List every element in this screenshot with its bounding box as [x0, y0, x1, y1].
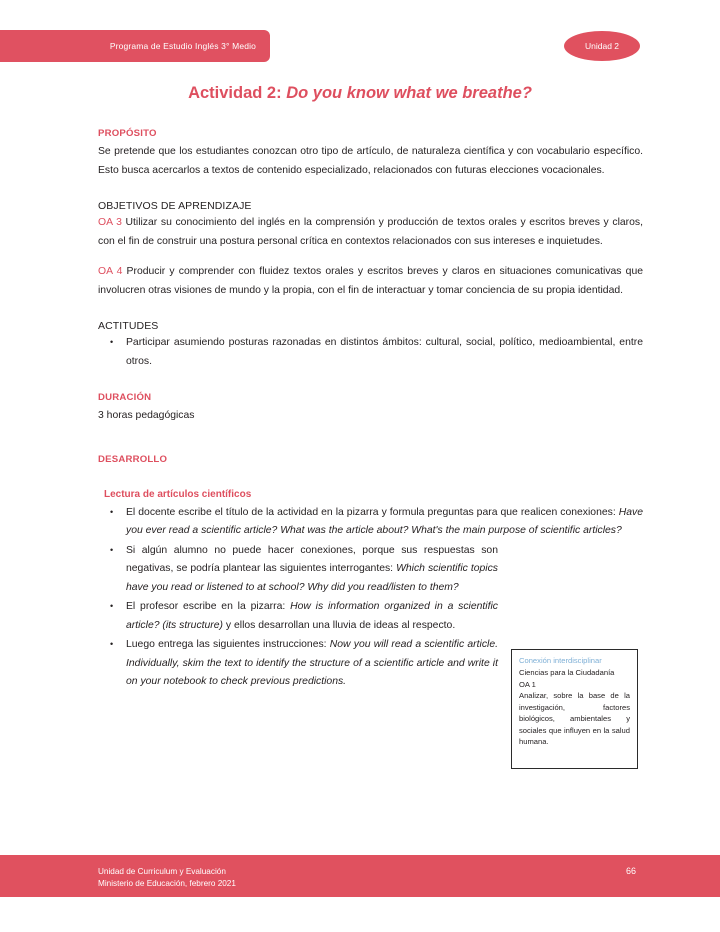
footer-text — [98, 866, 236, 891]
footer-line-2: Ministerio de Educación, febrero 2021 — [98, 879, 236, 889]
conexion-interdisciplinar-box — [511, 649, 638, 769]
page-title-activity: Actividad 2: — [188, 84, 282, 102]
spacer — [98, 426, 643, 454]
actitudes-list — [98, 334, 643, 371]
page-title — [0, 84, 720, 103]
bullet-lead: El profesor escribe en la pizarra: — [126, 601, 291, 613]
duracion-heading: DURACIÓN — [98, 392, 152, 404]
bullet-tail: y ellos desarrollan una lluvia de ideas al respecto. — [223, 619, 456, 631]
spacer — [98, 300, 643, 320]
oa4-tag: OA 4 — [98, 266, 123, 278]
oa4-text: Producir y comprender con fluidez textos orales y escritos breves y claros en situaciones comunicativas que involucren otras visiones de mundo y la propia, con el fin de interactuar y tomar conciencia de su propia identidad. — [98, 266, 643, 296]
list-item — [126, 542, 643, 598]
desarrollo-subheading: Lectura de artículos científicos — [104, 488, 252, 500]
side-box-title: Conexión interdisciplinar — [519, 656, 602, 665]
side-box-description: Analizar, sobre la base de la investigación, factores biológicos, ambientales y sociales que influyen en la salud humana. — [519, 691, 630, 747]
list-item: • Participar asumiendo posturas razonadas en distintos ámbitos: cultural, social, político, medioambiental, entre otros. — [126, 334, 643, 371]
list-item — [126, 504, 643, 541]
side-box-subject: Ciencias para la Ciudadanía — [519, 668, 615, 678]
proposito-text: Se pretende que los estudiantes conozcan otro tipo de artículo, de naturaleza científica y con vocabulario específico. Esto busca acercarlos a textos de contenido especializado, relacionados con futuras elecciones vocacionales. — [98, 146, 643, 176]
footer-line-1: Unidad de Curriculum y Evaluación — [98, 867, 226, 876]
actitudes-heading: ACTITUDES — [98, 320, 159, 333]
oa3-tag: OA 3 — [98, 217, 122, 229]
objetivo-oa3 — [98, 214, 643, 251]
oa3-text: Utilizar su conocimiento del inglés en la comprensión y producción de textos orales y escritos breves y claros, con el fin de construir una postura personal crítica en contextos relacionados con sus intereses e inquietudes. — [98, 217, 643, 247]
bullet-lead: Luego entrega las siguientes instrucciones: — [126, 639, 330, 651]
duracion-text: 3 horas pedagógicas — [98, 410, 195, 422]
bullet-lead: El docente escribe el título de la actividad en la pizarra y formula preguntas para que realicen conexiones: — [126, 506, 619, 518]
objetivo-oa4 — [98, 263, 643, 300]
bullet-lead: Si algún alumno no puede hacer conexiones, porque sus respuestas son negativas, se podría plantear las siguientes interrogantes: — [126, 544, 498, 575]
bullet-italic: Now you will read a scientific article. Individually, skim the text to identify the structure of a scientific article and write it on your notebook to check previous predictions. — [126, 639, 498, 688]
spacer — [98, 251, 643, 263]
proposito-heading: PROPÓSITO — [98, 128, 157, 139]
spacer — [98, 469, 643, 489]
spacer — [98, 372, 643, 392]
document-content — [98, 128, 643, 693]
unit-badge-label: Unidad 2 — [584, 41, 620, 51]
objetivos-heading: OBJETIVOS DE APRENDIZAJE — [98, 200, 252, 213]
desarrollo-heading: DESARROLLO — [98, 453, 168, 465]
header-program-band — [0, 30, 270, 62]
bullet-italic: Which scientific topics have you read or listened to at school? Why did you read/listen to them? — [126, 563, 498, 593]
bullet-italic: Have you ever read a scientific article? What was the article about? What's the main purpose of scientific articles? — [126, 506, 643, 537]
footer-page-number: 66 — [626, 866, 637, 876]
page-title-name: Do you know what we breathe? — [286, 84, 532, 102]
unit-badge — [564, 31, 640, 61]
spacer — [98, 180, 643, 200]
header-program-label: Programa de Estudio Inglés 3° Medio — [109, 41, 256, 51]
list-item — [126, 598, 643, 635]
bullet-italic: How is information organized in a scientific article? (its structure) — [126, 601, 499, 631]
side-box-oa: OA 1 — [519, 679, 536, 689]
